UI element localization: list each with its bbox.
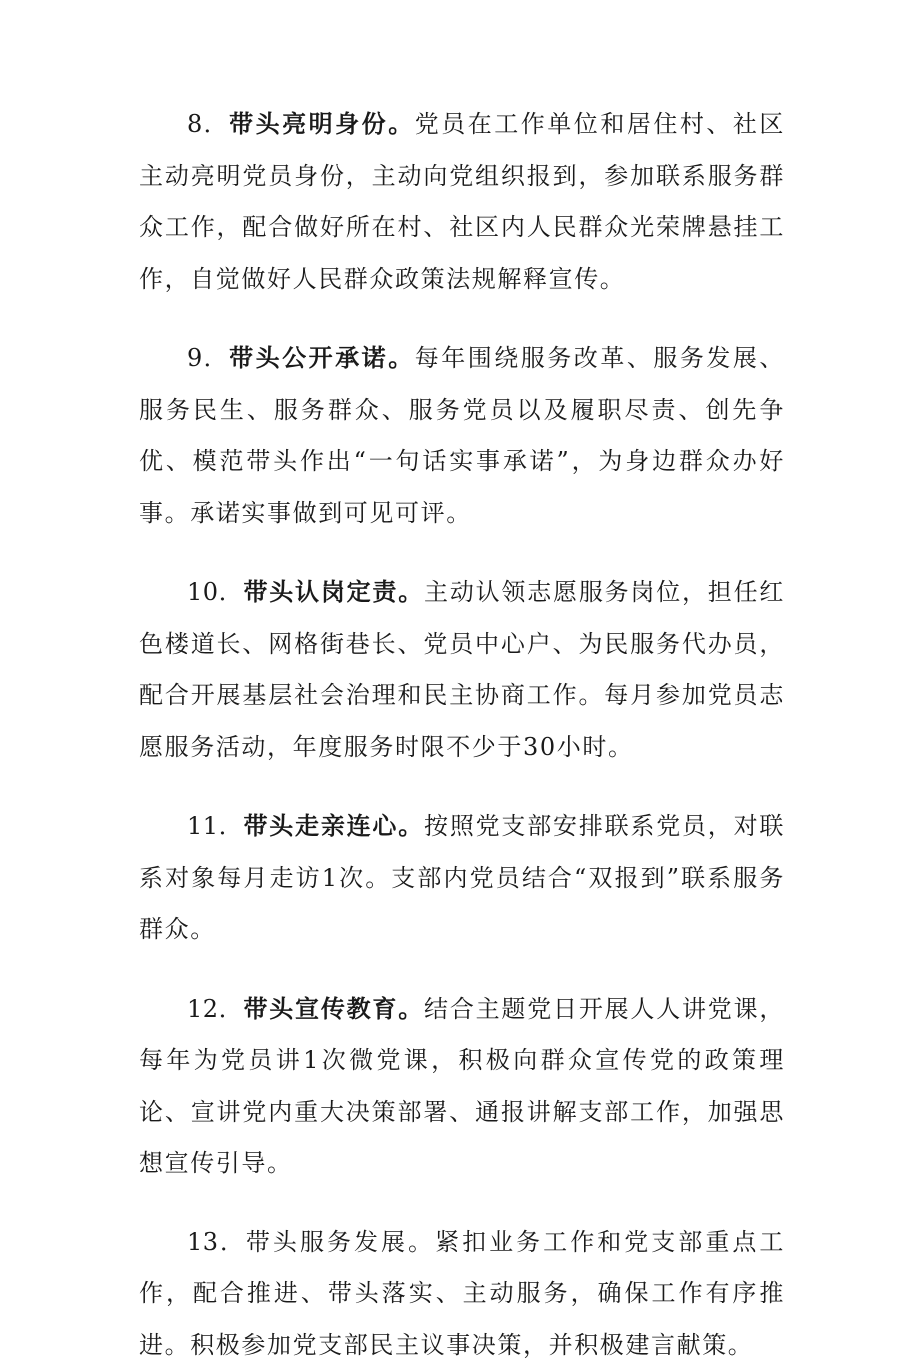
item-number: 9． (187, 344, 229, 372)
item-number: 12． (187, 995, 243, 1023)
item-body: 结合主题党日开展人人讲党课，每年为党员讲1次微党课，积极向群众宣传党的政策理论、宣讲党内重大决策部署、通报讲解支部工作，加强思想宣传引导。 (139, 995, 785, 1178)
list-item-8 (139, 98, 785, 305)
item-heading: 带头宣传教育。 (243, 994, 424, 1023)
item-body: 紧扣业务工作和党支部重点工作，配合推进、带头落实、主动服务，确保工作有序推进。积极参加党支部民主议事决策，并积极建言献策。 (139, 1228, 785, 1359)
item-number: 10． (187, 578, 243, 606)
list-item-13 (139, 1217, 785, 1371)
item-body: 每年围绕服务改革、服务发展、服务民生、服务群众、服务党员以及履职尽责、创先争优、模范带头作出“一句话实事承诺”，为身边群众办好事。承诺实事做到可见可评。 (139, 344, 785, 527)
item-heading: 带头服务发展。 (246, 1228, 435, 1256)
document-body (139, 98, 785, 1371)
list-item-11 (139, 800, 785, 956)
item-heading: 带头走亲连心。 (243, 811, 424, 840)
list-item-10 (139, 566, 785, 773)
item-body: 按照党支部安排联系党员，对联系对象每月走访1次。支部内党员结合“双报到”联系服务群众。 (139, 812, 785, 943)
item-heading: 带头公开承诺。 (229, 343, 415, 372)
item-heading: 带头认岗定责。 (243, 577, 424, 606)
list-item-12 (139, 983, 785, 1190)
list-item-9 (139, 332, 785, 539)
item-number: 13． (187, 1228, 246, 1256)
item-body: 主动认领志愿服务岗位，担任红色楼道长、网格街巷长、党员中心户、为民服务代办员，配合开展基层社会治理和民主协商工作。每月参加党员志愿服务活动，年度服务时限不少于30小时。 (139, 578, 785, 761)
item-number: 8． (187, 110, 229, 138)
item-number: 11． (187, 812, 243, 840)
item-body: 党员在工作单位和居住村、社区主动亮明党员身份，主动向党组织报到，参加联系服务群众工作，配合做好所在村、社区内人民群众光荣牌悬挂工作，自觉做好人民群众政策法规解释宣传。 (139, 110, 785, 293)
item-heading: 带头亮明身份。 (229, 109, 415, 138)
